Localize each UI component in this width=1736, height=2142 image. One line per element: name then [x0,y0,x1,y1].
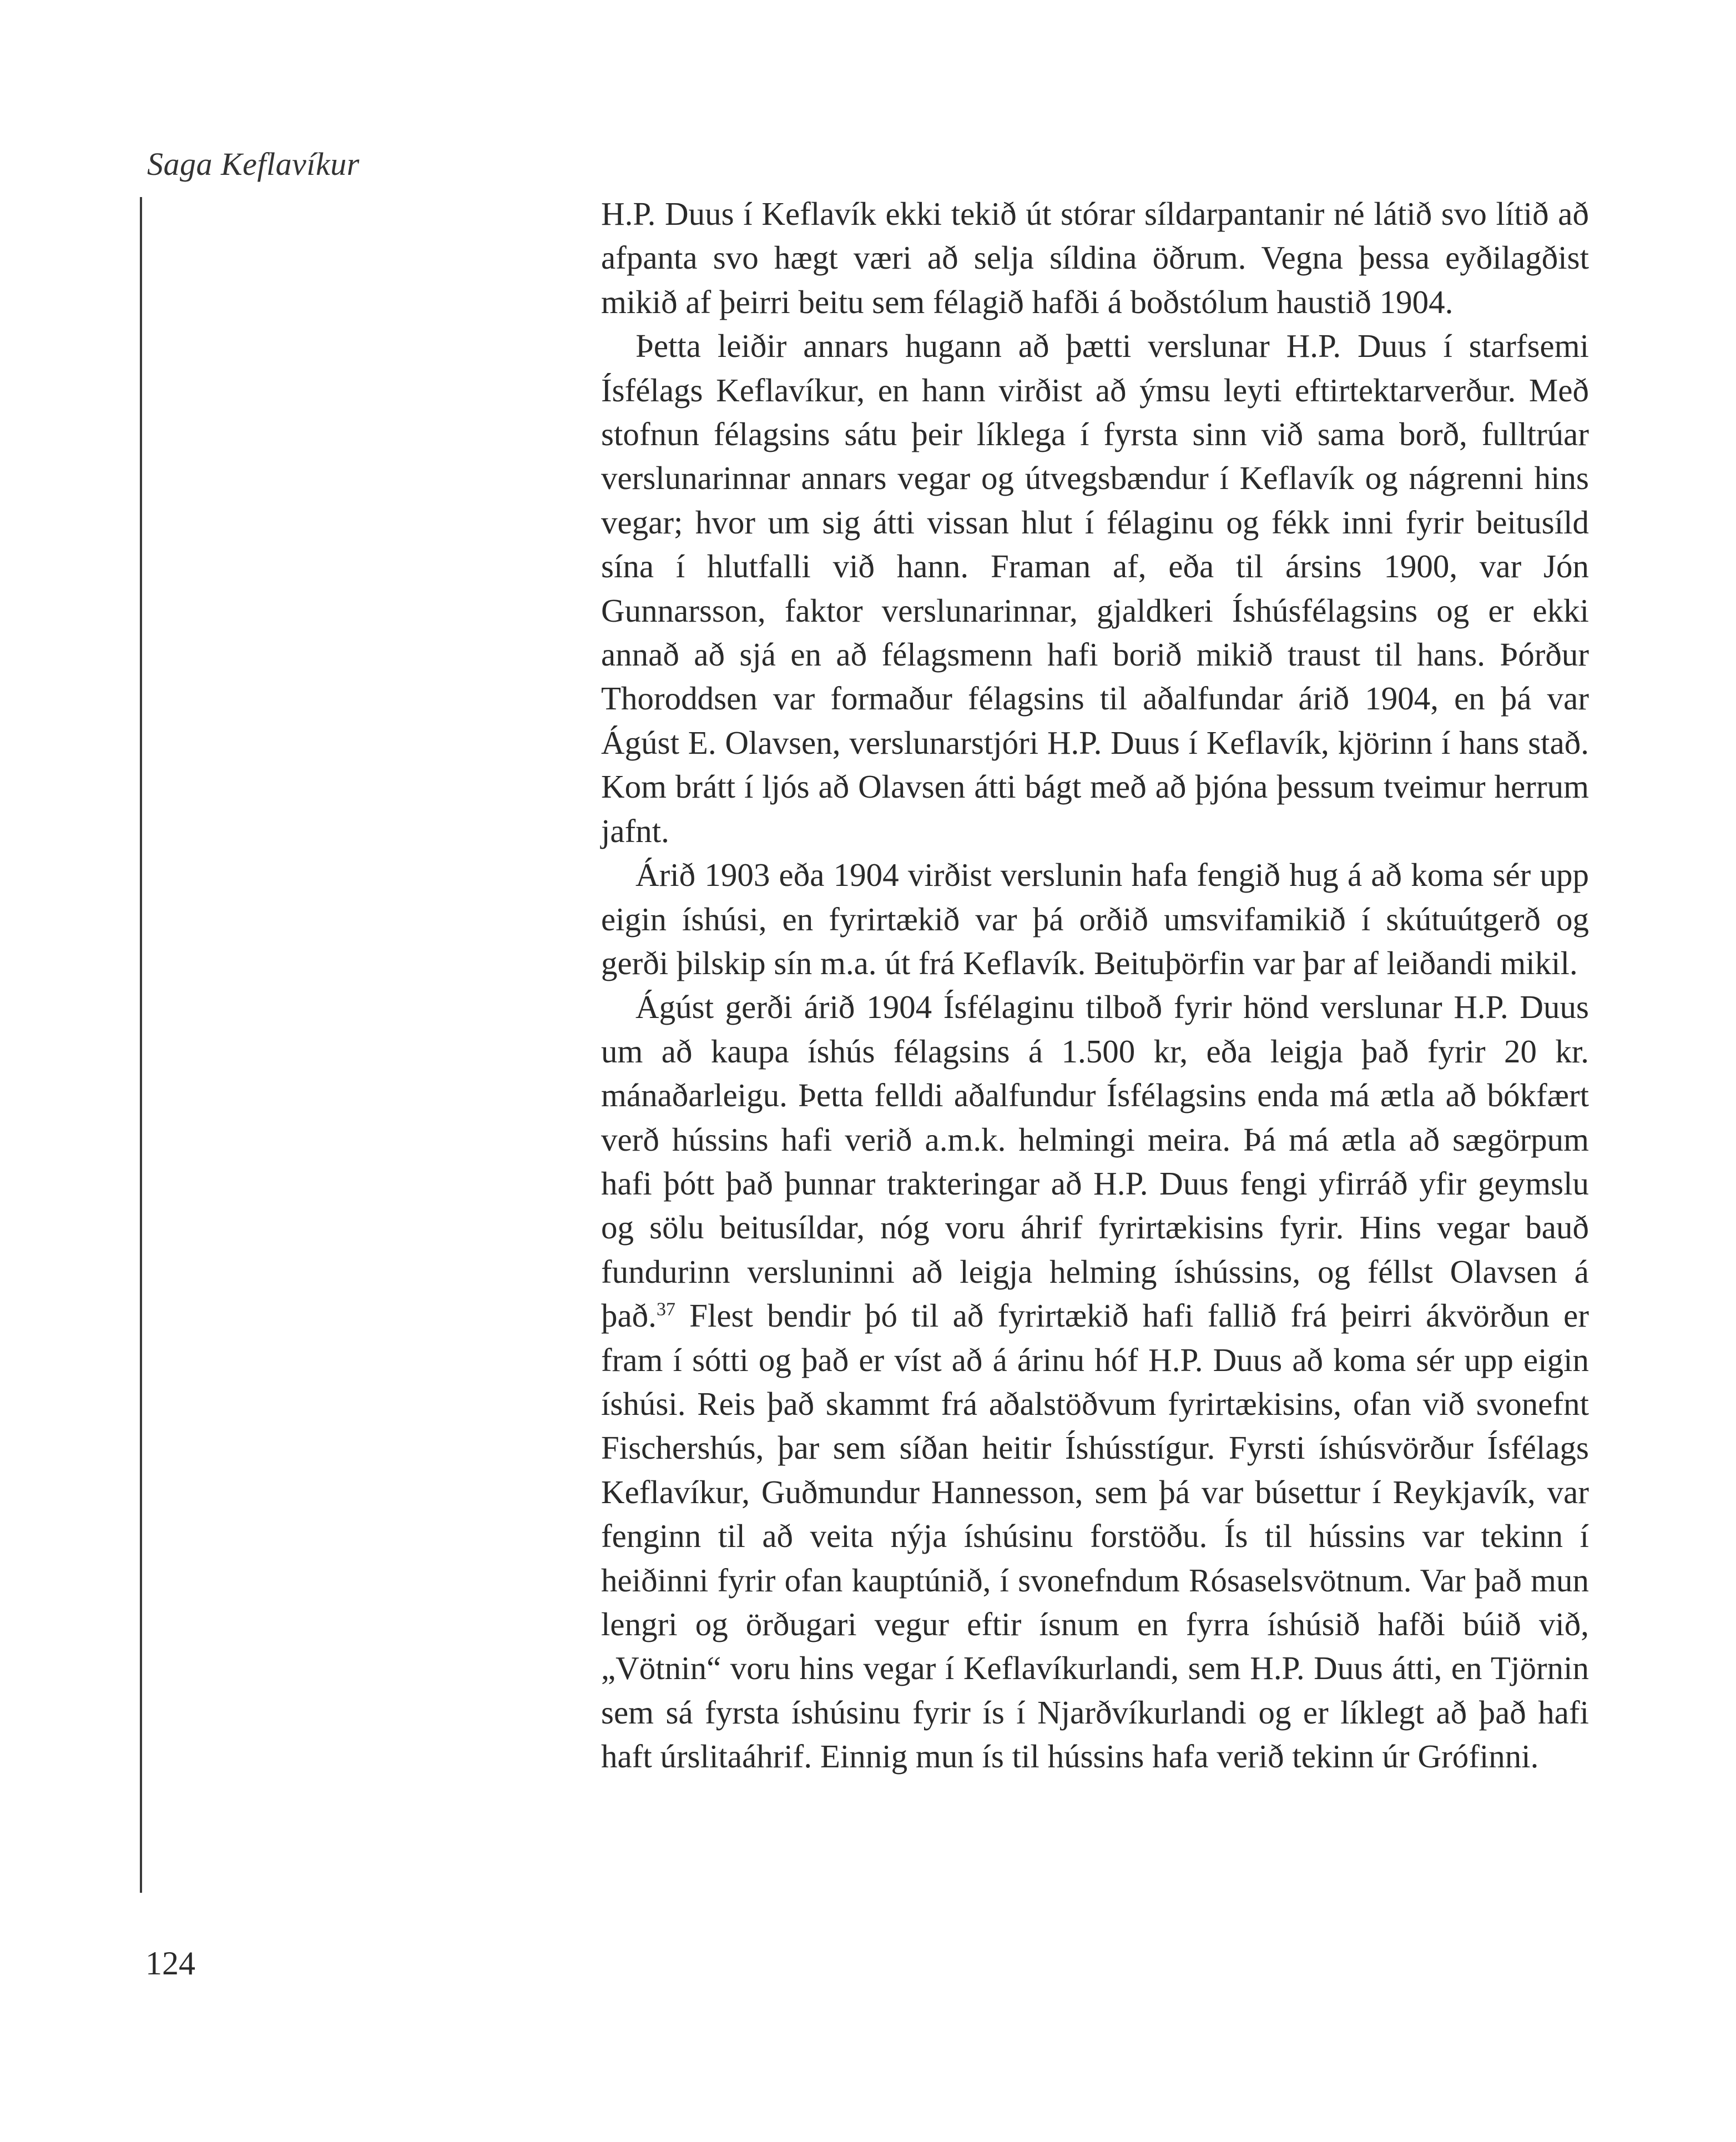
paragraph-3: Árið 1903 eða 1904 virðist verslunin hafa fengið hug á að koma sér upp eigin íshúsi, en fyrirtækið var þá orðið umsvifamikið í skútuútgerð og gerði þilskip sín m.a. út frá Keflavík. Beituþörfin var þar af leiðandi mikil. [601,856,1589,981]
paragraph-2: Þetta leiðir annars hugann að þætti verslunar H.P. Duus í starfsemi Ísfélags Keflavíkur, en hann virðist að ýmsu leyti eftirtektarverður. Með stofnun félagsins sátu þeir líklega í fyrsta sinn við sama borð, fulltrúar verslunarinnar annars vegar og útvegsbændur í Keflavík og nágrenni hins vegar; hvor um sig átti vissan hlut í félaginu og fékk inni fyrir beitusíld sína í hlutfalli við hann. Framan af, eða til ársins 1900, var Jón Gunnarsson, faktor verslunarinnar, gjaldkeri Íshúsfélagsins og er ekki annað að sjá en að félagsmenn hafi borið mikið traust til hans. Þórður Thoroddsen var formaður félagsins til aðalfundar árið 1904, en þá var Ágúst E. Olavsen, verslunarstjóri H.P. Duus í Keflavík, kjörinn í hans stað. Kom brátt í ljós að Olavsen átti bágt með að þjóna þessum tveimur herrum jafnt. [601,327,1589,849]
body-text [601,192,1589,1779]
page-number: 124 [145,1945,195,1982]
margin-rule [140,197,142,1893]
paragraph-4-text-before-note: Ágúst gerði árið 1904 Ísfélaginu tilboð fyrir hönd verslunar H.P. Duus um að kaupa íshús félagsins á 1.500 kr, eða leigja það fyrir 20 kr. mánaðarleigu. Þetta felldi aðalfundur Ísfélagsins enda má ætla að bókfært verð hússins hafi verið a.m.k. helmingi meira. Þá má ætla að sægörpum hafi þótt það þunnar trakteringar að H.P. Duus fengi yfirráð yfir geymslu og sölu beitusíldar, nóg voru áhrif fyrirtækisins fyrir. Hins vegar bauð fundurinn versluninni að leigja helming íshússins, og féllst Olavsen á það. [601,989,1589,1334]
running-head-title: Saga Keflavíkur [147,146,360,182]
paragraph-4 [601,985,1589,1778]
paragraph-1: H.P. Duus í Keflavík ekki tekið út stórar síldarpantanir né látið svo lítið að afpanta svo hægt væri að selja síldina öðrum. Vegna þessa eyðilagðist mikið af þeirri beitu sem félagið hafði á boðstólum haustið 1904. [601,195,1589,320]
paragraph-4-text-after-note: Flest bendir þó til að fyrirtækið hafi fallið frá þeirri ákvörðun er fram í sótti og það er víst að á árinu hóf H.P. Duus að koma sér upp eigin íshúsi. Reis það skammt frá aðalstöðvum fyrirtækisins, ofan við svonefnt Fischershús, þar sem síðan heitir Íshússtígur. Fyrsti íshúsvörður Ísfélags Keflavíkur, Guðmundur Hannesson, sem þá var búsettur í Reykjavík, var fenginn til að veita nýja íshúsinu forstöðu. Ís til hússins var tekinn í heiðinni fyrir ofan kauptúnið, í svonefndum Rósaselsvötnum. Var það mun lengri og örðugari vegur eftir ísnum en fyrra íshúsið hafði búið við, „Vötnin“ voru hins vegar í Keflavíkurlandi, sem H.P. Duus átti, en Tjörnin sem sá fyrsta íshúsinu fyrir ís í Njarðvíkurlandi og er líklegt að það hafi haft úrslitaáhrif. Einnig mun ís til hússins hafa verið tekinn úr Grófinni. [601,1297,1589,1775]
footnote-reference: 37 [656,1299,675,1320]
